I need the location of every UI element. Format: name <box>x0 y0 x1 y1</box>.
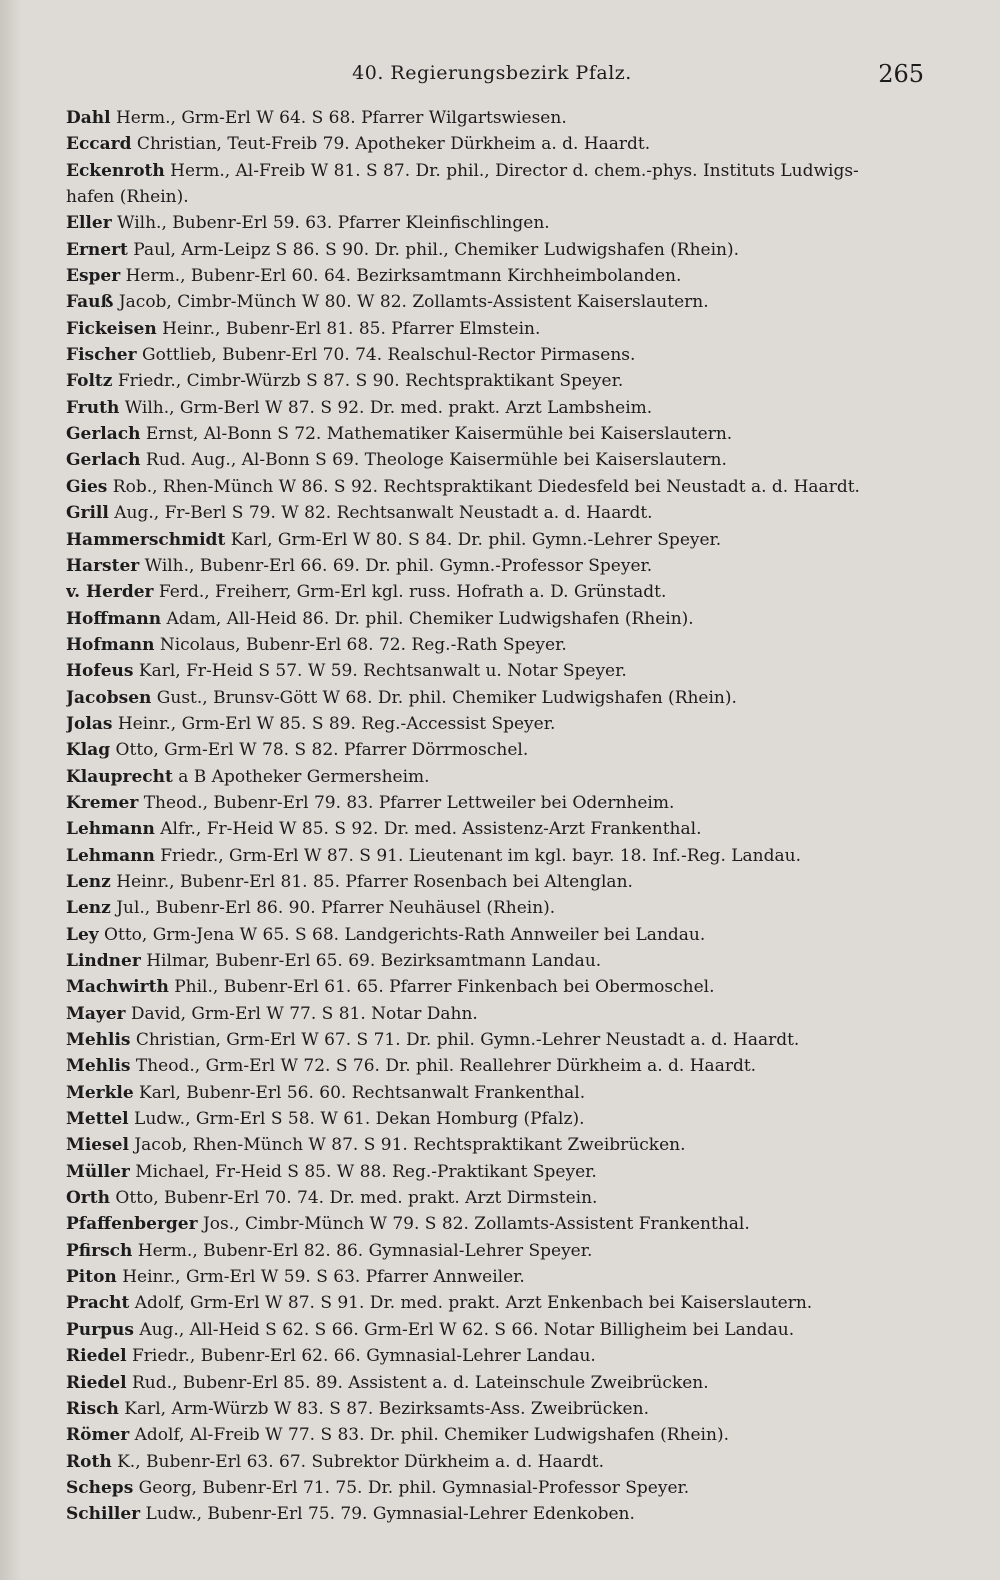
entry-details: a B Apotheker Germersheim. <box>172 766 430 787</box>
entry-surname: Ley <box>66 924 99 945</box>
entry-surname: Esper <box>66 266 121 287</box>
list-item <box>66 579 940 605</box>
list-item <box>66 790 940 816</box>
entry-details: Paul, Arm-Leipz S 86. S 90. Dr. phil., Chemiker Ludwigshafen (Rhein). <box>127 239 740 260</box>
entry-surname: Hoffmann <box>66 608 162 629</box>
entry-surname: Gies <box>66 476 108 497</box>
entry-details: Ludw., Bubenr-Erl 75. 79. Gymnasial-Lehrer Edenkoben. <box>140 1504 635 1525</box>
entry-details: Heinr., Bubenr-Erl 81. 85. Pfarrer Rosenbach bei Altenglan. <box>110 871 633 892</box>
entry-details: hafen (Rhein). <box>66 187 189 208</box>
entry-details: Heinr., Bubenr-Erl 81. 85. Pfarrer Elmstein. <box>156 318 541 339</box>
entry-surname: Gerlach <box>66 424 141 445</box>
entry-surname: Dahl <box>66 108 111 128</box>
entry-details: Rud., Bubenr-Erl 85. 89. Assistent a. d. Lateinschule Zweibrücken. <box>126 1372 709 1393</box>
entry-surname: Klag <box>66 740 111 761</box>
entry-surname: Jacobsen <box>66 687 152 708</box>
entry-details: Theod., Bubenr-Erl 79. 83. Pfarrer Lettweiler bei Odernheim. <box>138 792 675 813</box>
entry-details: Herm., Al-Freib W 81. S 87. Dr. phil., Director d. chem.-phys. Instituts Ludwigs- <box>164 160 859 181</box>
entry-surname: Risch <box>66 1398 119 1419</box>
entry-surname: v. Herder <box>66 582 154 603</box>
list-item <box>66 1106 940 1132</box>
list-item <box>66 922 940 948</box>
entry-details: Jacob, Cimbr-Münch W 80. W 82. Zollamts-Assistent Kaiserslautern. <box>113 292 709 313</box>
entry-surname: Fickeisen <box>66 318 157 339</box>
running-header <box>60 58 924 98</box>
entry-surname: Eller <box>66 213 112 234</box>
entry-surname: Pfaffenberger <box>66 1214 198 1235</box>
entry-details: Gust., Brunsv-Gött W 68. Dr. phil. Chemiker Ludwigshafen (Rhein). <box>151 687 737 708</box>
entry-surname: Lenz <box>66 871 111 892</box>
entry-details: Heinr., Grm-Erl W 59. S 63. Pfarrer Annweiler. <box>116 1267 525 1288</box>
list-item <box>66 1475 940 1501</box>
entry-details: Adolf, Al-Freib W 77. S 83. Dr. phil. Chemiker Ludwigshafen (Rhein). <box>129 1425 729 1446</box>
entry-surname: Kremer <box>66 792 139 813</box>
entry-surname: Ernert <box>66 239 128 260</box>
list-item <box>66 1132 940 1158</box>
list-item <box>66 1449 940 1475</box>
entry-details: Otto, Bubenr-Erl 70. 74. Dr. med. prakt. Arzt Dirmstein. <box>109 1188 598 1209</box>
list-item <box>66 395 940 421</box>
entry-details: Herm., Grm-Erl W 64. S 68. Pfarrer Wilgartswiesen. <box>110 108 567 128</box>
entry-details: Adam, All-Heid 86. Dr. phil. Chemiker Ludwigshafen (Rhein). <box>161 608 694 629</box>
list-item <box>66 1211 940 1237</box>
list-item <box>66 974 940 1000</box>
member-list <box>66 105 940 1528</box>
entry-details: Friedr., Grm-Erl W 87. S 91. Lieutenant im kgl. bayr. 18. Inf.-Reg. Landau. <box>154 845 801 866</box>
entry-details: Ferd., Freiherr, Grm-Erl kgl. russ. Hofrath a. D. Grünstadt. <box>153 582 667 603</box>
entry-surname: Orth <box>66 1188 110 1209</box>
entry-surname: Fischer <box>66 345 137 366</box>
entry-details: Gottlieb, Bubenr-Erl 70. 74. Realschul-Rector Pirmasens. <box>136 345 636 366</box>
entry-details: Aug., Fr-Berl S 79. W 82. Rechtsanwalt Neustadt a. d. Haardt. <box>108 503 653 524</box>
entry-surname: Miesel <box>66 1135 129 1156</box>
list-item <box>66 1185 940 1211</box>
entry-surname: Pracht <box>66 1293 130 1314</box>
list-item <box>66 1396 940 1422</box>
entry-surname: Lindner <box>66 951 141 971</box>
entry-surname: Foltz <box>66 371 113 392</box>
entry-details: Jul., Bubenr-Erl 86. 90. Pfarrer Neuhäusel (Rhein). <box>110 898 556 919</box>
entry-details: Rud. Aug., Al-Bonn S 69. Theologe Kaisermühle bei Kaiserslautern. <box>140 450 727 471</box>
list-item <box>66 500 940 526</box>
entry-surname: Mehlis <box>66 1030 131 1051</box>
list-item <box>66 1053 940 1079</box>
entry-surname: Harster <box>66 555 140 576</box>
list-item <box>66 1238 940 1264</box>
list-item <box>66 632 940 658</box>
entry-surname: Merkle <box>66 1082 134 1103</box>
entry-surname: Roth <box>66 1451 112 1472</box>
entry-surname: Grill <box>66 503 109 524</box>
entry-details: Wilh., Grm-Berl W 87. S 92. Dr. med. prakt. Arzt Lambsheim. <box>119 397 653 418</box>
entry-surname: Hofeus <box>66 661 134 682</box>
entry-details: Herm., Bubenr-Erl 82. 86. Gymnasial-Lehrer Speyer. <box>132 1240 593 1261</box>
entry-surname: Hammerschmidt <box>66 529 226 550</box>
list-item <box>66 711 940 737</box>
entry-surname: Jolas <box>66 713 113 734</box>
entry-details: Ernst, Al-Bonn S 72. Mathematiker Kaisermühle bei Kaiserslautern. <box>140 424 733 445</box>
entry-surname: Mehlis <box>66 1056 131 1077</box>
list-item <box>66 237 940 263</box>
list-item <box>66 131 940 157</box>
entry-surname: Riedel <box>66 1346 127 1367</box>
entry-details: Friedr., Cimbr-Würzb S 87. S 90. Rechtspraktikant Speyer. <box>112 371 624 392</box>
list-item <box>66 263 940 289</box>
entry-surname: Mayer <box>66 1003 126 1024</box>
entry-surname: Eccard <box>66 134 132 155</box>
section-title: 40. Regierungsbezirk Pfalz. <box>352 62 632 84</box>
entry-details: K., Bubenr-Erl 63. 67. Subrektor Dürkheim a. d. Haardt. <box>111 1451 604 1472</box>
entry-details: Aug., All-Heid S 62. S 66. Grm-Erl W 62. S 66. Notar Billigheim bei Landau. <box>133 1319 795 1340</box>
entry-details: Nicolaus, Bubenr-Erl 68. 72. Reg.-Rath Speyer. <box>154 634 567 655</box>
entry-details: Georg, Bubenr-Erl 71. 75. Dr. phil. Gymnasial-Professor Speyer. <box>133 1477 690 1498</box>
entry-surname: Römer <box>66 1425 130 1446</box>
entry-surname: Eckenroth <box>66 160 165 181</box>
entry-details: Michael, Fr-Heid S 85. W 88. Reg.-Praktikant Speyer. <box>129 1161 597 1182</box>
list-item <box>66 447 940 473</box>
list-item <box>66 289 940 315</box>
entry-details: Ludw., Grm-Erl S 58. W 61. Dekan Homburg (Pfalz). <box>128 1109 585 1130</box>
list-item <box>66 553 940 579</box>
entry-details: Theod., Grm-Erl W 72. S 76. Dr. phil. Reallehrer Dürkheim a. d. Haardt. <box>130 1056 757 1077</box>
entry-surname: Mettel <box>66 1109 129 1130</box>
entry-details: Karl, Bubenr-Erl 56. 60. Rechtsanwalt Frankenthal. <box>133 1082 586 1103</box>
list-item <box>66 527 940 553</box>
list-item <box>66 685 940 711</box>
list-item <box>66 368 940 394</box>
entry-surname: Pfirsch <box>66 1240 133 1261</box>
list-item <box>66 737 940 763</box>
entry-details: Wilh., Bubenr-Erl 59. 63. Pfarrer Kleinfischlingen. <box>111 213 550 234</box>
entry-surname: Piton <box>66 1267 117 1288</box>
list-item <box>66 105 940 131</box>
entry-details: Jacob, Rhen-Münch W 87. S 91. Rechtspraktikant Zweibrücken. <box>128 1135 686 1156</box>
entry-surname: Machwirth <box>66 977 169 998</box>
list-item-continuation <box>66 184 940 210</box>
entry-details: Christian, Grm-Erl W 67. S 71. Dr. phil. Gymn.-Lehrer Neustadt a. d. Haardt. <box>130 1030 800 1051</box>
entry-details: Jos., Cimbr-Münch W 79. S 82. Zollamts-Assistent Frankenthal. <box>197 1214 750 1235</box>
list-item <box>66 1001 940 1027</box>
entry-details: Friedr., Bubenr-Erl 62. 66. Gymnasial-Lehrer Landau. <box>126 1346 596 1367</box>
list-item <box>66 1027 940 1053</box>
entry-details: Otto, Grm-Jena W 65. S 68. Landgerichts-Rath Annweiler bei Landau. <box>98 924 706 945</box>
entry-surname: Hofmann <box>66 634 155 655</box>
list-item <box>66 1159 940 1185</box>
entry-surname: Purpus <box>66 1319 134 1340</box>
page-number: 265 <box>878 60 924 88</box>
list-item <box>66 843 940 869</box>
entry-details: Adolf, Grm-Erl W 87. S 91. Dr. med. prakt. Arzt Enkenbach bei Kaiserslautern. <box>129 1293 813 1314</box>
entry-surname: Lenz <box>66 898 111 919</box>
entry-surname: Scheps <box>66 1477 134 1498</box>
list-item <box>66 895 940 921</box>
entry-details: Herm., Bubenr-Erl 60. 64. Bezirksamtmann Kirchheimbolanden. <box>120 266 682 287</box>
list-item <box>66 421 940 447</box>
entry-surname: Lehmann <box>66 819 155 840</box>
entry-details: Hilmar, Bubenr-Erl 65. 69. Bezirksamtmann Landau. <box>140 951 602 971</box>
list-item <box>66 1290 940 1316</box>
entry-details: Christian, Teut-Freib 79. Apotheker Dürkheim a. d. Haardt. <box>131 134 651 155</box>
entry-details: Wilh., Bubenr-Erl 66. 69. Dr. phil. Gymn.-Professor Speyer. <box>139 555 653 576</box>
entry-details: David, Grm-Erl W 77. S 81. Notar Dahn. <box>125 1003 478 1024</box>
entry-details: Otto, Grm-Erl W 78. S 82. Pfarrer Dörrmoschel. <box>110 740 529 761</box>
list-item <box>66 869 940 895</box>
list-item <box>66 1080 940 1106</box>
list-item <box>66 1501 940 1527</box>
list-item <box>66 1370 940 1396</box>
list-item <box>66 158 940 184</box>
entry-details: Alfr., Fr-Heid W 85. S 92. Dr. med. Assistenz-Arzt Frankenthal. <box>154 819 702 840</box>
entry-surname: Lehmann <box>66 845 155 866</box>
list-item <box>66 342 940 368</box>
list-item <box>66 474 940 500</box>
entry-details: Karl, Fr-Heid S 57. W 59. Rechtsanwalt u. Notar Speyer. <box>133 661 627 682</box>
list-item <box>66 1343 940 1369</box>
entry-surname: Fauß <box>66 292 114 313</box>
list-item <box>66 1422 940 1448</box>
entry-details: Heinr., Grm-Erl W 85. S 89. Reg.-Accessist Speyer. <box>112 713 556 734</box>
list-item <box>66 1317 940 1343</box>
entry-details: Karl, Grm-Erl W 80. S 84. Dr. phil. Gymn.-Lehrer Speyer. <box>225 529 722 550</box>
list-item <box>66 606 940 632</box>
entry-surname: Fruth <box>66 397 120 418</box>
entry-surname: Riedel <box>66 1372 127 1393</box>
entry-surname: Gerlach <box>66 450 141 471</box>
entry-details: Rob., Rhen-Münch W 86. S 92. Rechtspraktikant Diedesfeld bei Neustadt a. d. Haardt. <box>107 476 860 497</box>
entry-details: Phil., Bubenr-Erl 61. 65. Pfarrer Finkenbach bei Obermoschel. <box>168 977 715 998</box>
list-item <box>66 948 940 974</box>
entry-surname: Klauprecht <box>66 766 173 787</box>
entry-details: Karl, Arm-Würzb W 83. S 87. Bezirksamts-Ass. Zweibrücken. <box>118 1398 649 1419</box>
list-item <box>66 316 940 342</box>
list-item <box>66 1264 940 1290</box>
list-item <box>66 210 940 236</box>
entry-surname: Müller <box>66 1161 130 1182</box>
list-item <box>66 764 940 790</box>
list-item <box>66 658 940 684</box>
entry-surname: Schiller <box>66 1504 141 1525</box>
list-item <box>66 816 940 842</box>
